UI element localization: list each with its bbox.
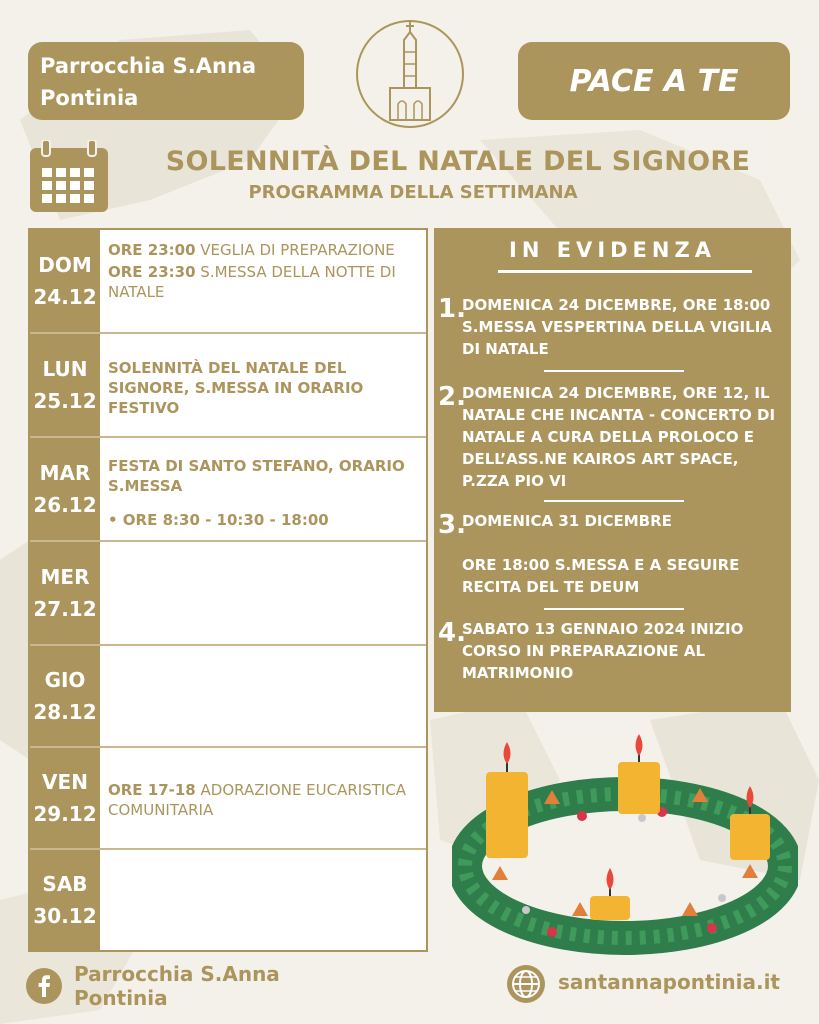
day-label	[30, 542, 100, 644]
day-name: SAB	[42, 872, 88, 896]
day-label	[30, 230, 100, 332]
schedule-row-lun	[30, 334, 426, 438]
day-name: DOM	[38, 253, 92, 277]
day-date: 29.12	[33, 802, 97, 826]
highlight-text: DOMENICA 24 DICEMBRE, ORE 18:00 S.MESSA VESPERTINA DELLA VIGILIA DI NATALE	[462, 296, 772, 358]
time-label: ORE 23:00	[108, 241, 196, 259]
schedule-row-sab	[30, 850, 426, 950]
facebook-icon[interactable]	[26, 968, 62, 1004]
event-text: SOLENNITÀ DEL NATALE DEL SIGNORE, S.MESSA IN ORARIO FESTIVO	[108, 359, 364, 417]
highlight-number: 1.	[438, 294, 466, 324]
schedule-row-gio	[30, 646, 426, 748]
day-content	[108, 358, 420, 420]
day-name: VEN	[42, 770, 88, 794]
church-tower-logo-icon	[354, 18, 466, 130]
day-date: 26.12	[33, 493, 97, 517]
event-text: FESTA DI SANTO STEFANO, ORARIO S.MESSA	[108, 457, 405, 495]
schedule-row-ven	[30, 748, 426, 850]
time-label: ORE 23:30	[108, 263, 196, 281]
day-name: MAR	[39, 461, 91, 485]
event-text: ADORAZIONE EUCARISTICA COMUNITARIA	[108, 781, 407, 819]
highlights-panel	[434, 228, 791, 712]
day-date: 30.12	[33, 904, 97, 928]
day-date: 28.12	[33, 700, 97, 724]
footer-facebook[interactable]	[26, 958, 326, 1014]
day-date: 24.12	[33, 285, 97, 309]
divider	[544, 500, 684, 502]
highlight-number: 4.	[438, 618, 466, 648]
globe-icon	[506, 964, 546, 1004]
schedule-row-mar	[30, 438, 426, 542]
schedule-row-dom	[30, 230, 426, 334]
divider	[544, 370, 684, 372]
website-link[interactable]: santannapontinia.it	[558, 970, 780, 994]
day-label	[30, 646, 100, 746]
highlight-text: SABATO 13 GENNAIO 2024 INIZIO CORSO IN PREPARAZIONE AL MATRIMONIO	[462, 620, 744, 682]
highlight-text: DOMENICA 24 DICEMBRE, ORE 12, IL NATALE CHE INCANTA - CONCERTO DI NATALE A CURA DELLA PROLOCO E DELL’ASS.NE KAIROS ART SPACE, P.ZZA PIO VI	[462, 384, 776, 490]
weekly-schedule-table	[28, 228, 428, 952]
mass-times: • ORE 8:30 - 10:30 - 18:00	[108, 511, 329, 529]
highlight-number: 2.	[438, 382, 466, 412]
parish-name-line1: Parrocchia S.Anna	[40, 54, 257, 78]
day-label	[30, 334, 100, 436]
title-underline	[498, 270, 752, 273]
page-title: SOLENNITÀ DEL NATALE DEL SIGNORE	[165, 146, 751, 177]
parish-name-line2: Pontinia	[40, 86, 139, 110]
page-subtitle: PROGRAMMA DELLA SETTIMANA	[248, 182, 578, 203]
footer-name-line1: Parrocchia S.Anna	[74, 962, 280, 986]
day-name: GIO	[44, 668, 86, 692]
day-content	[108, 780, 420, 822]
highlight-text: DOMENICA 31 DICEMBRE	[462, 512, 672, 530]
time-label: ORE 17-18	[108, 781, 196, 799]
footer-name-line2: Pontinia	[74, 986, 168, 1010]
footer-website[interactable]	[506, 964, 796, 1004]
schedule-row-mer	[30, 542, 426, 646]
day-label	[30, 850, 100, 950]
day-content	[108, 240, 420, 304]
advent-wreath-illustration	[452, 720, 798, 960]
highlight-number: 3.	[438, 510, 466, 540]
event-text: S.MESSA DELLA NOTTE DI NATALE	[108, 263, 396, 301]
footer-parish-name	[74, 962, 280, 1010]
day-label	[30, 438, 100, 540]
pace-a-te-box: PACE A TE	[518, 42, 790, 120]
day-name: MER	[40, 565, 90, 589]
day-label	[30, 748, 100, 848]
highlight-text-detail: ORE 18:00 S.MESSA E A SEGUIRE RECITA DEL TE DEUM	[462, 556, 740, 596]
day-content	[108, 456, 420, 532]
highlights-title: IN EVIDENZA	[509, 238, 716, 262]
divider	[544, 608, 684, 610]
day-name: LUN	[42, 357, 88, 381]
day-date: 25.12	[33, 389, 97, 413]
calendar-icon	[28, 140, 110, 214]
parish-name-box	[28, 42, 304, 120]
event-text: VEGLIA DI PREPARAZIONE	[195, 241, 395, 259]
day-date: 27.12	[33, 597, 97, 621]
